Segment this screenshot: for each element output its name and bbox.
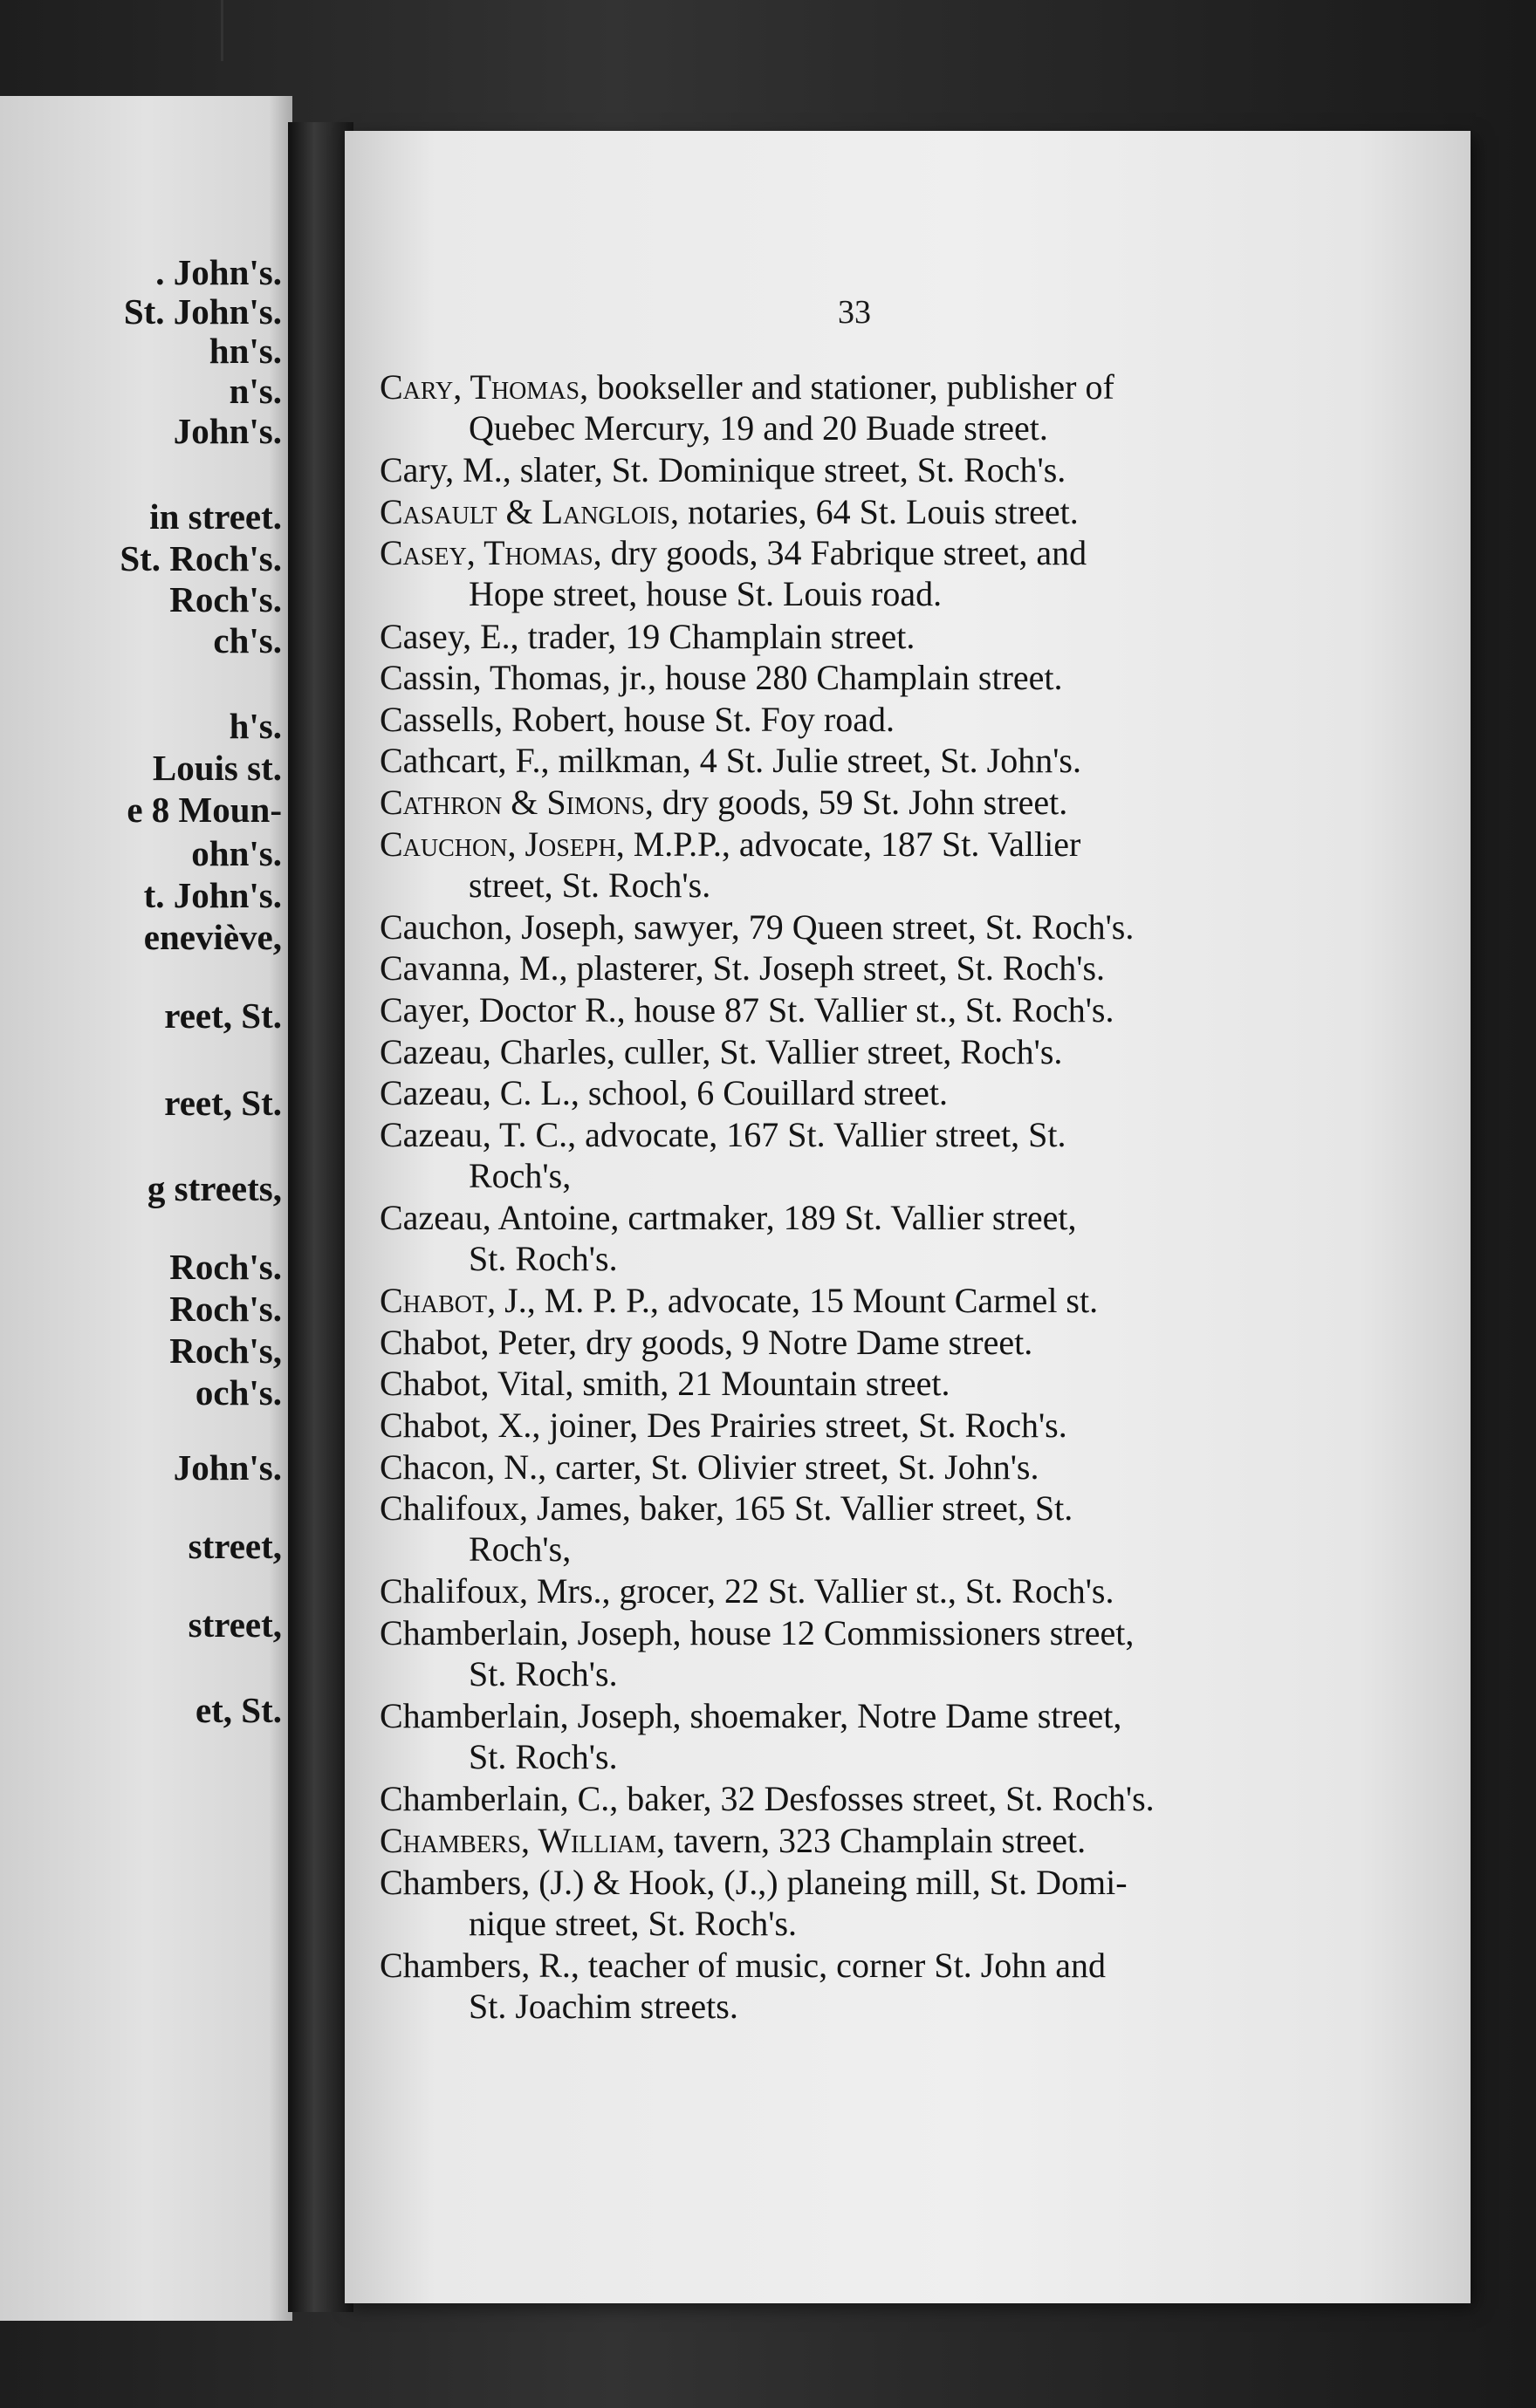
entry-details: Antoine, cartmaker, 189 St. Vallier street, [490,1198,1077,1237]
left-page-fragment: h's. [229,706,282,746]
left-page-fragment: Roch's, [169,1331,282,1371]
entry-name: Chalifoux, [380,1571,528,1611]
entry-line [380,906,1357,947]
left-page-fragment: t. John's. [143,875,282,915]
directory-entry [380,1820,1357,1861]
left-page-fragment: Roch's. [169,579,282,619]
entry-line [380,1570,1357,1611]
top-scratch-mark [221,0,223,61]
left-page-fragment: John's. [173,411,282,451]
entry-continuation: St. Roch's. [469,1737,618,1777]
directory-entry [380,1778,1357,1819]
entry-name: Cauchon, Joseph, [380,824,625,864]
entry-details: Joseph, shoemaker, Notre Dame street, [568,1696,1122,1736]
entry-line [380,449,1357,490]
entry-name: Casey, Thomas, [380,533,602,573]
entry-name: Chamberlain, [380,1696,569,1736]
entry-name: Chalifoux, [380,1488,528,1529]
right-page [345,131,1471,2303]
directory-entry [380,1405,1357,1446]
left-page-fragment: reet, St. [164,1083,282,1123]
left-page-fragment: et, St. [195,1690,282,1730]
directory-entry [380,1322,1357,1363]
left-page-fragment: Louis st. [152,748,282,788]
left-page-fragment: ohn's. [191,833,282,873]
directory-entry [380,699,1357,740]
left-page-fragment: reet, St. [164,995,282,1036]
entry-line [380,1322,1357,1363]
entry-details: N., carter, St. Olivier street, St. John's. [495,1447,1039,1487]
entry-line [380,1072,1357,1113]
left-page-fragment: street, [188,1604,282,1645]
entry-name: Cathron & Simons, [380,783,654,822]
entry-continuation: Hope street, house St. Louis road. [469,574,943,614]
entry-name: Chambers, [380,1945,531,1985]
entry-line [380,1031,1357,1072]
entry-name: Cavanna, [380,948,511,989]
entry-details: C. L., school, 6 Couillard street. [490,1073,948,1113]
page-number: 33 [838,294,871,331]
entry-line [380,532,1357,573]
directory-entry [380,657,1357,698]
directory-entry [380,449,1357,490]
entry-line [380,1945,1357,1986]
entry-details: Robert, house St. Foy road. [503,699,895,739]
entry-details: E., trader, 19 Champlain street. [471,616,915,656]
directory-entry [380,532,1357,614]
entry-details: C., baker, 32 Desfosses street, St. Roch's. [568,1779,1155,1819]
entry-line [380,782,1357,823]
book-gutter [288,122,353,2312]
entry-name: Cauchon, [380,906,513,947]
directory-entry [380,1570,1357,1611]
entry-name: Cayer, [380,990,470,1030]
entry-details: Peter, dry goods, 9 Notre Dame street. [489,1322,1033,1362]
entry-continuation: St. Roch's. [469,1654,618,1693]
left-page-fragment: och's. [195,1372,282,1413]
entry-line [380,1778,1357,1819]
entry-line [380,1695,1357,1736]
directory-entry [380,616,1357,657]
entry-continuation: street, St. Roch's. [469,865,711,905]
entry-line [380,1114,1357,1155]
entry-details: Doctor R., house 87 St. Vallier st., St. Roch's. [470,990,1114,1030]
entry-line [380,1405,1357,1446]
entry-details: X., joiner, Des Prairies street, St. Roch's. [489,1406,1067,1445]
directory-entry [380,1031,1357,1072]
entry-name: Chamberlain, [380,1613,569,1652]
left-page-fragment: St. John's. [123,291,282,332]
directory-entry [380,1363,1357,1404]
entry-name: Cassin, [380,658,482,698]
left-page-fragment: street, [188,1526,282,1566]
entry-name: Chambers, William, [380,1821,666,1860]
entry-continuation: Quebec Mercury, 19 and 20 Buade street. [469,408,1048,448]
entry-line [380,947,1357,989]
entry-line [380,616,1357,657]
entry-name: Cathcart, [380,741,507,781]
entry-details: M.P.P., advocate, 187 St. Vallier [624,824,1081,864]
entry-details: J., M. P. P., advocate, 15 Mount Carmel st. [496,1281,1099,1321]
entry-name: Cary, [380,450,455,490]
directory-entry [380,1114,1357,1196]
directory-entry [380,366,1357,448]
entry-name: Cazeau, [380,1198,491,1237]
entry-details: Joseph, sawyer, 79 Queen street, St. Roch's. [512,906,1135,947]
entry-line [380,1862,1357,1903]
left-page-fragment: g streets, [147,1168,282,1208]
entry-details: (J.) & Hook, (J.,) planeing mill, St. Domi- [530,1862,1128,1902]
entry-line [380,491,1357,532]
entry-details: Joseph, house 12 Commissioners street, [568,1613,1135,1652]
directory-entry [380,1280,1357,1321]
entry-continuation: St. Joachim streets. [469,1986,738,2026]
entry-line [380,989,1357,1030]
left-page-fragment: hn's. [209,331,282,371]
entry-line [380,1612,1357,1653]
entry-name: Casault & Langlois, [380,491,679,531]
entry-details: James, baker, 165 St. Vallier street, St. [527,1488,1073,1529]
directory-entry [380,1447,1357,1488]
entry-line [380,740,1357,781]
entry-details: T. C., advocate, 167 St. Vallier street, St. [490,1114,1066,1154]
entry-details: dry goods, 59 St. John street. [653,783,1068,822]
entry-details: M., plasterer, St. Joseph street, St. Roch's. [510,948,1106,989]
entry-line [380,1447,1357,1488]
left-page-fragment: e 8 Moun- [127,790,282,830]
entry-continuation: Roch's, [469,1155,572,1195]
directory-entry [380,782,1357,823]
directory-entry [380,947,1357,989]
entry-details: Vital, smith, 21 Mountain street. [489,1364,950,1404]
entry-continuation: nique street, St. Roch's. [469,1903,798,1943]
entry-line [380,824,1357,865]
entry-details: tavern, 323 Champlain street. [665,1821,1087,1860]
left-page-fragment: n's. [229,371,282,411]
directory-entry [380,1072,1357,1113]
entry-details: Thomas, jr., house 280 Champlain street. [481,658,1063,698]
entry-line [380,366,1357,407]
directory-entry [380,989,1357,1030]
left-page-fragment: St. Roch's. [120,538,282,578]
entry-name: Cazeau, [380,1073,491,1113]
entry-line [380,1488,1357,1529]
entry-details: M., slater, St. Dominique street, St. Roch's. [454,450,1066,490]
entry-details: Mrs., grocer, 22 St. Vallier st., St. Roch's. [527,1571,1114,1611]
left-page-fragment: eneviève, [143,917,282,957]
left-page-fragment: ch's. [213,620,282,660]
directory-entry [380,1695,1357,1777]
entry-line [380,1363,1357,1404]
entry-name: Chabot, [380,1364,490,1404]
left-page-fragment: in street. [149,496,282,537]
entry-name: Chabot, [380,1281,497,1321]
entry-name: Cary, Thomas, [380,367,589,407]
directory-entry [380,824,1357,906]
entry-name: Chabot, [380,1322,490,1362]
directory-entry [380,740,1357,781]
entry-line [380,1280,1357,1321]
entry-line [380,657,1357,698]
directory-entry [380,1488,1357,1570]
entry-name: Cazeau, [380,1114,491,1154]
entry-name: Cassells, [380,699,504,739]
entry-name: Chamberlain, [380,1779,569,1819]
entry-details: R., teacher of music, corner St. John and [530,1945,1107,1985]
left-page-fragment: . John's. [155,252,282,292]
entry-details: Charles, culler, St. Vallier street, Roch's. [490,1031,1063,1071]
entry-name: Chabot, [380,1406,490,1445]
directory-entry [380,491,1357,532]
left-page [0,96,292,2321]
directory-entry [380,1612,1357,1694]
entry-line [380,699,1357,740]
entry-details: F., milkman, 4 St. Julie street, St. John's. [506,741,1081,781]
entry-details: bookseller and stationer, publisher of [588,367,1114,407]
left-page-fragment: John's. [173,1447,282,1488]
entry-details: notaries, 64 St. Louis street. [678,491,1079,531]
directory-entry [380,1197,1357,1279]
entry-name: Chambers, [380,1862,531,1902]
entry-name: Cazeau, [380,1031,491,1071]
directory-entry [380,906,1357,947]
directory-entry [380,1945,1357,2027]
entry-continuation: Roch's, [469,1529,572,1570]
entry-line [380,1820,1357,1861]
entry-name: Chacon, [380,1447,496,1487]
entry-details: dry goods, 34 Fabrique street, and [601,533,1087,573]
left-page-fragment: Roch's. [169,1247,282,1287]
directory-entry [380,1862,1357,1944]
entry-name: Casey, [380,616,472,656]
entry-continuation: St. Roch's. [469,1239,618,1278]
left-page-fragment: Roch's. [169,1289,282,1329]
entry-line [380,1197,1357,1238]
